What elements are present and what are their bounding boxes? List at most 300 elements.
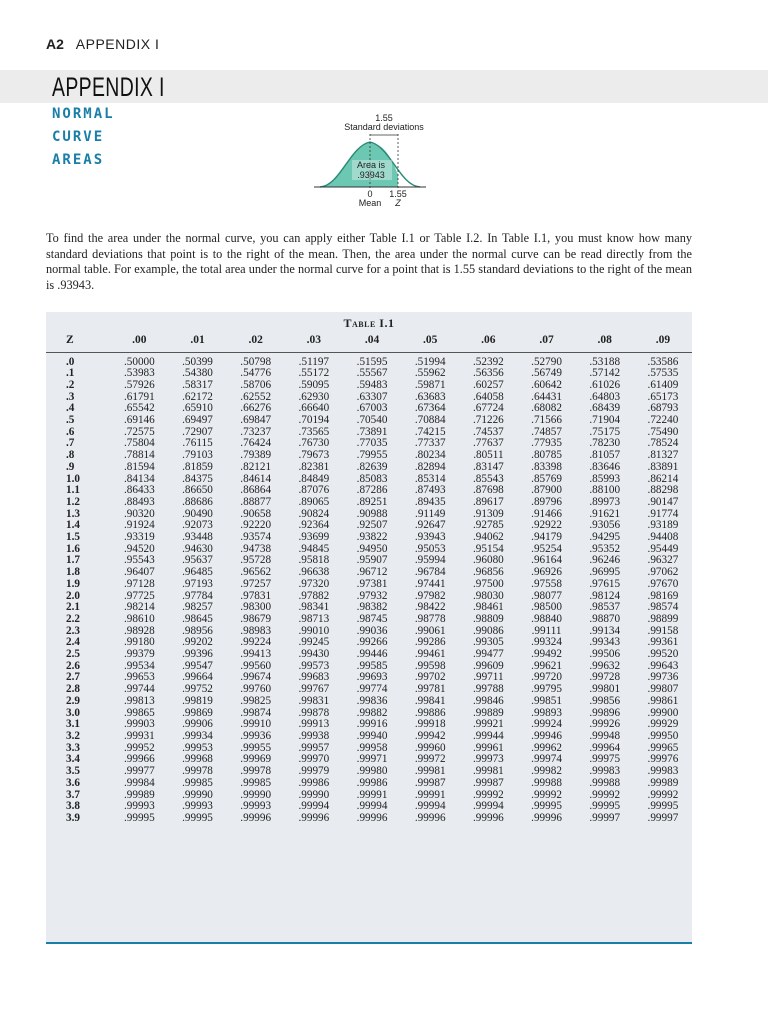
area-value-cell: .62552 <box>240 390 272 403</box>
area-value-cell: .89973 <box>589 495 621 508</box>
table-row <box>46 497 692 509</box>
area-value-cell: .99992 <box>531 788 562 801</box>
table-row <box>46 380 692 392</box>
z-value-cell: .2 <box>66 378 75 391</box>
area-value-cell: .99974 <box>531 753 562 766</box>
area-value-cell: .99986 <box>356 776 388 789</box>
header-col: .03 <box>285 328 343 352</box>
area-value-cell: .51994 <box>414 355 446 368</box>
area-value-cell: .99995 <box>182 811 213 824</box>
area-value-cell: .97725 <box>123 589 155 602</box>
area-value-cell: .99819 <box>182 694 213 707</box>
area-value-cell: .97982 <box>414 589 446 602</box>
area-value-cell: .75175 <box>589 425 621 438</box>
area-value-cell: .99760 <box>240 683 272 696</box>
area-value-cell: .56749 <box>531 367 562 380</box>
area-value-cell: .79955 <box>356 449 388 462</box>
area-value-cell: .99461 <box>414 648 446 661</box>
z-value-cell: 1.5 <box>66 531 80 544</box>
header-col: .06 <box>459 328 517 352</box>
area-value-cell: .98422 <box>414 601 446 614</box>
area-value-cell: .66276 <box>240 402 272 415</box>
area-value-cell: .99938 <box>298 730 330 742</box>
area-value-cell: .96485 <box>182 566 213 579</box>
area-value-cell: .99202 <box>182 636 213 649</box>
area-value-cell: .92647 <box>414 519 446 532</box>
area-value-cell: .94179 <box>531 531 562 544</box>
axis-z-value: 1.55 <box>389 189 407 199</box>
area-value-cell: .99978 <box>240 765 272 778</box>
z-axis-label: Z <box>395 198 401 208</box>
area-value-cell: .78814 <box>123 449 155 462</box>
area-value-cell: .99520 <box>647 648 679 661</box>
area-value-cell: .83646 <box>589 460 621 473</box>
area-value-cell: .59483 <box>356 378 388 391</box>
area-value-cell: .99944 <box>472 730 504 742</box>
area-value-cell: .92922 <box>531 519 562 532</box>
area-value-cell: .99990 <box>240 788 272 801</box>
area-value-cell: .85993 <box>589 472 621 485</box>
area-value-cell: .78230 <box>589 437 621 450</box>
z-value-cell: 2.0 <box>66 589 80 602</box>
area-value-cell: .89435 <box>414 495 446 508</box>
z-value-cell: 3.2 <box>66 730 80 742</box>
area-value-cell: .59095 <box>298 378 330 391</box>
area-value-cell: .96327 <box>647 554 679 567</box>
area-value-cell: .84134 <box>123 472 155 485</box>
area-value-cell: .64058 <box>472 390 504 403</box>
area-value-cell: .99111 <box>531 624 562 637</box>
area-value-cell: .99245 <box>298 636 330 649</box>
area-value-cell: .85769 <box>531 472 562 485</box>
area-value-cell: .99991 <box>414 788 446 801</box>
area-value-cell: .99878 <box>298 706 330 719</box>
table-row <box>46 415 692 427</box>
area-value-cell: .97784 <box>182 589 213 602</box>
area-value-cell: .89796 <box>531 495 562 508</box>
area-value-cell: .99886 <box>414 706 446 719</box>
area-value-cell: .99916 <box>356 718 388 731</box>
area-value-cell: .70540 <box>356 414 388 427</box>
area-value-cell: .50798 <box>240 355 272 368</box>
area-value-cell: .99573 <box>298 659 330 672</box>
area-value-cell: .98928 <box>123 624 155 637</box>
area-value-cell: .99036 <box>356 624 388 637</box>
area-value-cell: .99585 <box>356 659 388 672</box>
area-value-cell: .99379 <box>123 648 155 661</box>
area-value-cell: .84375 <box>182 472 213 485</box>
z-value-cell: 3.9 <box>66 811 80 824</box>
area-value-cell: .88298 <box>647 484 679 497</box>
area-value-cell: .99413 <box>240 648 272 661</box>
area-value-cell: .98778 <box>414 612 446 625</box>
area-value-cell: .72907 <box>182 425 213 438</box>
area-value-cell: .56356 <box>472 367 504 380</box>
z-value-cell: .8 <box>66 449 75 462</box>
area-value-cell: .99993 <box>182 800 213 813</box>
area-value-cell: .95728 <box>240 554 272 567</box>
area-value-cell: .98679 <box>240 612 272 625</box>
area-value-cell: .72240 <box>647 414 679 427</box>
z-value-cell: .5 <box>66 414 75 427</box>
z-value-cell: 2.8 <box>66 683 80 696</box>
area-value-cell: .99994 <box>472 800 504 813</box>
area-value-cell: .63683 <box>414 390 446 403</box>
table-row <box>46 614 692 626</box>
area-value-cell: .99861 <box>647 694 679 707</box>
area-value-cell: .99683 <box>298 671 330 684</box>
area-value-cell: .99903 <box>123 718 155 731</box>
area-value-cell: .98214 <box>123 601 155 614</box>
area-value-cell: .99975 <box>589 753 621 766</box>
area-value-cell: .99643 <box>647 659 679 672</box>
header-col: .02 <box>227 328 285 352</box>
area-value-cell: .99900 <box>647 706 679 719</box>
area-value-cell: .99996 <box>472 811 504 824</box>
z-value-cell: 1.4 <box>66 519 80 532</box>
area-value-cell: .98610 <box>123 612 155 625</box>
area-value-cell: .99180 <box>123 636 155 649</box>
area-value-cell: .96562 <box>240 566 272 579</box>
area-value-cell: .99446 <box>356 648 388 661</box>
area-value-cell: .99992 <box>647 788 679 801</box>
area-value-cell: .99987 <box>472 776 504 789</box>
area-value-cell: .99736 <box>647 671 679 684</box>
area-value-cell: .93448 <box>182 531 213 544</box>
area-value-cell: .99825 <box>240 694 272 707</box>
area-value-cell: .76115 <box>182 437 213 450</box>
table-row <box>46 813 692 825</box>
area-value-cell: .75490 <box>647 425 679 438</box>
area-value-cell: .99856 <box>589 694 621 707</box>
area-value-cell: .99950 <box>647 730 679 742</box>
area-value-cell: .77935 <box>531 437 562 450</box>
area-value-cell: .94295 <box>589 531 621 544</box>
area-value-cell: .99343 <box>589 636 621 649</box>
area-value-cell: .99985 <box>240 776 272 789</box>
area-value-cell: .86650 <box>182 484 213 497</box>
area-value-cell: .77337 <box>414 437 446 450</box>
area-value-cell: .98956 <box>182 624 213 637</box>
area-value-cell: .96164 <box>531 554 562 567</box>
z-value-cell: 3.4 <box>66 753 80 766</box>
area-value-cell: .81859 <box>182 460 213 473</box>
area-value-cell: .94062 <box>472 531 504 544</box>
page-number: A2 <box>46 36 64 52</box>
area-value-cell: .99158 <box>647 624 679 637</box>
area-value-cell: .99971 <box>356 753 388 766</box>
area-value-cell: .98713 <box>298 612 330 625</box>
area-value-cell: .81057 <box>589 449 621 462</box>
area-value-cell: .99957 <box>298 741 330 754</box>
area-value-cell: .99774 <box>356 683 388 696</box>
intro-paragraph: To find the area under the normal curve, you can apply either Table I.1 or Table I.2. In Table I.1, you must know how many standard deviations that point is to the right of the mean. Then, the area under the normal curve can be read directly from the normal table. For example, the total area under the normal curve for a point that is 1.55 standard deviations to the right of the mean is .93943. <box>46 231 692 292</box>
table-row <box>46 696 692 708</box>
area-value-cell: .97193 <box>182 577 213 590</box>
z-value-cell: 2.4 <box>66 636 80 649</box>
area-value-cell: .72575 <box>123 425 155 438</box>
area-value-cell: .95543 <box>123 554 155 567</box>
area-value-cell: .99969 <box>240 753 272 766</box>
normal-curve-svg <box>300 110 480 210</box>
area-value-cell: .75804 <box>123 437 155 450</box>
area-value-cell: .97558 <box>531 577 562 590</box>
area-value-cell: .99966 <box>123 753 155 766</box>
area-value-cell: .98537 <box>589 601 621 614</box>
z-value-cell: 3.7 <box>66 788 80 801</box>
area-value-cell: .82894 <box>414 460 446 473</box>
area-value-cell: .70884 <box>414 414 446 427</box>
area-value-cell: .99653 <box>123 671 155 684</box>
area-value-cell: .98341 <box>298 601 330 614</box>
area-value-cell: .53983 <box>123 367 155 380</box>
area-value-cell: .96246 <box>589 554 621 567</box>
area-value-cell: .81594 <box>123 460 155 473</box>
z-value-cell: 2.7 <box>66 671 80 684</box>
z-value-cell: 1.7 <box>66 554 80 567</box>
area-value-cell: .99807 <box>647 683 679 696</box>
z-value-cell: .6 <box>66 425 75 438</box>
area-value-cell: .91149 <box>415 507 446 520</box>
area-value-cell: .92507 <box>356 519 388 532</box>
area-value-cell: .98461 <box>472 601 504 614</box>
area-value-cell: .61409 <box>647 378 679 391</box>
z-value-cell: 2.6 <box>66 659 80 672</box>
area-value-cell: .96080 <box>472 554 504 567</box>
mean-label: Mean <box>358 198 382 208</box>
area-value-cell: .99134 <box>589 624 621 637</box>
area-value-cell: .85543 <box>472 472 504 485</box>
area-value-cell: .99994 <box>298 800 330 813</box>
area-value-cell: .83891 <box>647 460 679 473</box>
area-value-cell: .99995 <box>647 800 679 813</box>
area-value-cell: .99981 <box>414 765 446 778</box>
area-value-cell: .87493 <box>414 484 446 497</box>
area-value-cell: .60642 <box>531 378 562 391</box>
area-value-cell: .67724 <box>472 402 504 415</box>
area-value-cell: .99547 <box>182 659 213 672</box>
area-value-cell: .93943 <box>414 531 446 544</box>
header-col: .05 <box>401 328 459 352</box>
area-value-cell: .99324 <box>531 636 562 649</box>
z-value-cell: 2.3 <box>66 624 80 637</box>
area-value: .93943 <box>357 170 385 180</box>
z-value-cell: 1.3 <box>66 507 80 520</box>
area-value-cell: .95994 <box>414 554 446 567</box>
section-title <box>52 103 115 172</box>
area-value-cell: .91466 <box>531 507 562 520</box>
area-value-cell: .91621 <box>589 507 621 520</box>
area-value-cell: .90147 <box>647 495 679 508</box>
area-value-cell: .99987 <box>414 776 446 789</box>
z-value-cell: 3.6 <box>66 776 80 789</box>
area-value-cell: .99931 <box>123 730 155 742</box>
area-value-cell: .84849 <box>298 472 330 485</box>
area-value-cell: .90490 <box>182 507 213 520</box>
area-value-cell: .99924 <box>531 718 562 731</box>
area-value-cell: .99980 <box>356 765 388 778</box>
header-col: .09 <box>634 328 692 352</box>
normal-table <box>46 328 692 825</box>
z-value-cell: .9 <box>66 460 75 473</box>
area-value-cell: .99889 <box>472 706 504 719</box>
area-value-cell: .99010 <box>298 624 330 637</box>
area-value-cell: .99926 <box>589 718 621 731</box>
area-value-cell: .50399 <box>182 355 213 368</box>
z-value-cell: .7 <box>66 437 75 450</box>
area-value-cell: .99506 <box>589 648 621 661</box>
area-value-cell: .57926 <box>123 378 155 391</box>
area-value-cell: .99979 <box>298 765 330 778</box>
area-value-cell: .51197 <box>298 355 330 368</box>
area-value-cell: .99996 <box>531 811 562 824</box>
area-value-cell: .99744 <box>123 683 155 696</box>
table-body <box>46 352 692 825</box>
normal-curve-figure <box>300 110 480 210</box>
area-value-cell: .57142 <box>589 367 621 380</box>
area-value-cell: .98645 <box>182 612 213 625</box>
area-value-cell: .60257 <box>472 378 504 391</box>
area-value-cell: .96995 <box>589 566 621 579</box>
area-value-cell: .99728 <box>589 671 621 684</box>
area-value-cell: .99982 <box>531 765 562 778</box>
z-value-cell: 1.2 <box>66 495 80 508</box>
area-value-cell: .87900 <box>531 484 562 497</box>
area-value-cell: .99968 <box>182 753 213 766</box>
area-value-cell: .52790 <box>531 355 562 368</box>
area-value-cell: .99918 <box>414 718 446 731</box>
area-value-cell: .99995 <box>123 811 155 824</box>
area-value-cell: .93574 <box>240 531 272 544</box>
area-value-cell: .83398 <box>531 460 562 473</box>
area-value-cell: .99836 <box>356 694 388 707</box>
area-value-cell: .99996 <box>240 811 272 824</box>
area-value-cell: .93189 <box>647 519 679 532</box>
area-value-cell: .95449 <box>647 542 679 555</box>
area-value-cell: .50000 <box>123 355 155 368</box>
area-value-cell: .99978 <box>182 765 213 778</box>
area-value-cell: .99492 <box>531 648 562 661</box>
area-value-cell: .99831 <box>298 694 330 707</box>
area-value-cell: .99086 <box>472 624 504 637</box>
normal-table-panel <box>46 312 692 942</box>
area-value-cell: .58706 <box>240 378 272 391</box>
area-value-cell: .69497 <box>182 414 213 427</box>
area-value-cell: .99560 <box>240 659 272 672</box>
table-row <box>46 352 692 368</box>
area-value-cell: .99964 <box>589 741 621 754</box>
header-col: .07 <box>517 328 575 352</box>
area-value-cell: .99953 <box>182 741 213 754</box>
area-value-cell: .99664 <box>182 671 213 684</box>
area-value-cell: .98983 <box>240 624 272 637</box>
area-value-cell: .99781 <box>414 683 446 696</box>
area-value-cell: .99598 <box>414 659 446 672</box>
area-label: Area is <box>356 160 386 170</box>
area-value-cell: .99813 <box>123 694 155 707</box>
area-value-cell: .74215 <box>414 425 446 438</box>
area-value-cell: .92785 <box>472 519 504 532</box>
area-value-cell: .98257 <box>182 601 213 614</box>
area-value-cell: .89251 <box>356 495 388 508</box>
area-value-cell: .99965 <box>647 741 679 754</box>
area-value-cell: .55172 <box>298 367 330 380</box>
area-value-cell: .95254 <box>531 542 562 555</box>
area-value-cell: .99994 <box>414 800 446 813</box>
area-value-cell: .99996 <box>414 811 446 824</box>
area-value-cell: .96712 <box>356 566 388 579</box>
area-value-cell: .99942 <box>414 730 446 742</box>
z-value-cell: .4 <box>66 402 75 415</box>
area-value-cell: .98300 <box>240 601 272 614</box>
area-value-cell: .94845 <box>298 542 330 555</box>
area-value-cell: .66640 <box>298 402 330 415</box>
area-value-cell: .88686 <box>182 495 213 508</box>
area-value-cell: .67003 <box>356 402 388 415</box>
header-col: .00 <box>110 328 168 352</box>
area-value-cell: .97882 <box>298 589 330 602</box>
table-row <box>46 532 692 544</box>
area-value-cell: .76424 <box>240 437 272 450</box>
area-value-cell: .85083 <box>356 472 388 485</box>
area-value-cell: .99984 <box>123 776 155 789</box>
area-value-cell: .69146 <box>123 414 155 427</box>
area-value-cell: .99929 <box>647 718 679 731</box>
area-value-cell: .89065 <box>298 495 330 508</box>
area-value-cell: .99865 <box>123 706 155 719</box>
z-value-cell: 1.8 <box>66 566 80 579</box>
area-value-cell: .80785 <box>531 449 562 462</box>
area-value-cell: .94630 <box>182 542 213 555</box>
area-value-cell: .93056 <box>589 519 621 532</box>
z-value-cell: 2.5 <box>66 648 80 661</box>
section-title-line: NORMAL <box>52 106 115 122</box>
area-value-cell: .99952 <box>123 741 155 754</box>
area-value-cell: .59871 <box>414 378 446 391</box>
area-value-cell: .55962 <box>414 367 446 380</box>
area-value-cell: .99993 <box>123 800 155 813</box>
area-value-cell: .62930 <box>298 390 330 403</box>
area-value-cell: .93319 <box>123 531 155 544</box>
area-value-cell: .99869 <box>182 706 213 719</box>
area-value-cell: .97500 <box>472 577 504 590</box>
area-value-cell: .99913 <box>298 718 330 731</box>
area-value-cell: .99632 <box>589 659 621 672</box>
area-value-cell: .90824 <box>298 507 330 520</box>
area-value-cell: .99970 <box>298 753 330 766</box>
table-row <box>46 579 692 591</box>
area-value-cell: .99960 <box>414 741 446 754</box>
area-value-cell: .99976 <box>647 753 679 766</box>
z-value-cell: 1.9 <box>66 577 80 590</box>
area-value-cell: .99801 <box>589 683 621 696</box>
area-value-cell: .98899 <box>647 612 679 625</box>
area-value-cell: .64431 <box>531 390 562 403</box>
area-value-cell: .99305 <box>472 636 504 649</box>
area-value-cell: .74537 <box>472 425 504 438</box>
area-value-cell: .94520 <box>123 542 155 555</box>
area-value-cell: .68793 <box>647 402 679 415</box>
area-value-cell: .98745 <box>356 612 388 625</box>
area-value-cell: .96407 <box>123 566 155 579</box>
z-value-cell: 1.1 <box>66 484 80 497</box>
area-value-cell: .94738 <box>240 542 272 555</box>
figure-top-label: Standard deviations <box>344 122 424 132</box>
table-row <box>46 462 692 474</box>
area-value-cell: .89617 <box>472 495 504 508</box>
bottom-rule <box>46 942 692 944</box>
area-value-cell: .99996 <box>298 811 330 824</box>
